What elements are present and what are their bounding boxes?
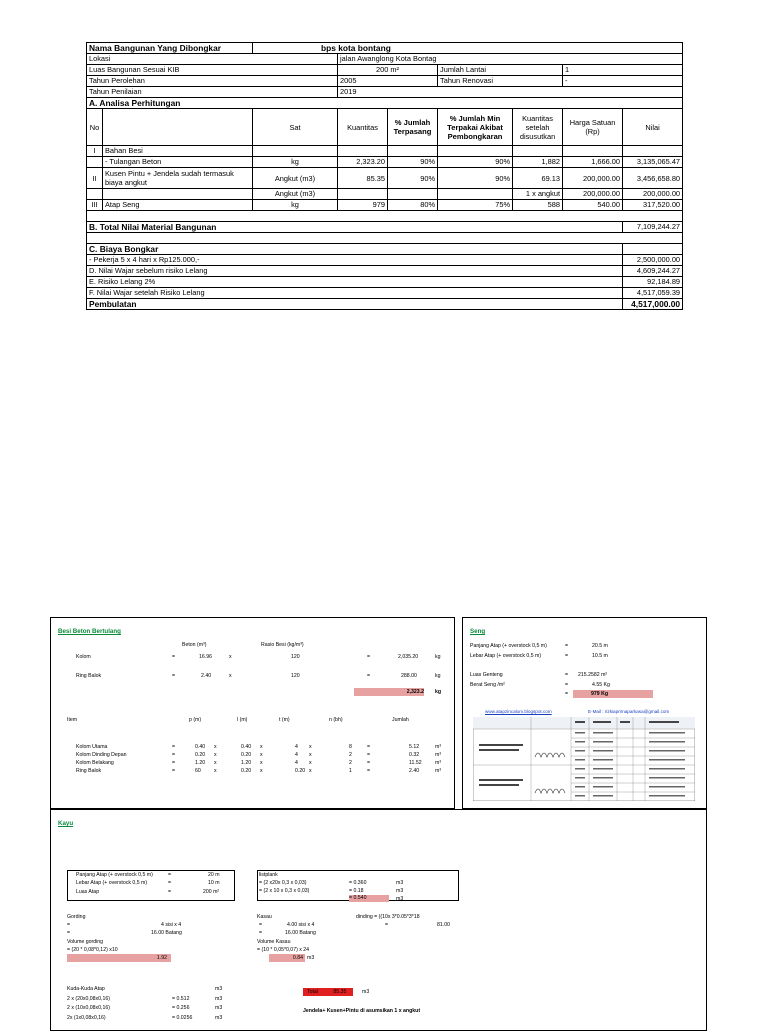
col-kuantitas: Kuantitas: [338, 109, 388, 146]
section-c-title: C. Biaya Bongkar: [87, 244, 623, 255]
besi-item-x: x: [309, 760, 312, 766]
cell-min: 90%: [438, 168, 513, 189]
kayu-lebar: Lebar Atap (+ overstock 0,5 m): [76, 880, 148, 886]
col-pct-min: % Jumlah Min Terpakai Akibat Pembongkaran: [438, 109, 513, 146]
besi-item-eq: =: [172, 744, 176, 750]
pekerja-value: 2,500,000.00: [623, 255, 683, 266]
cell-sat: [253, 146, 338, 157]
besi-item-j: 2.40: [409, 768, 420, 774]
nama-label: Nama Bangunan Yang Dibongkar: [87, 43, 253, 54]
eq: =: [168, 889, 172, 895]
gording-batang: 16.00 Batang: [151, 930, 182, 936]
t-header: t (m): [279, 717, 290, 723]
cell-kuantitas: 979: [338, 200, 388, 211]
besi-item-eq: =: [367, 760, 371, 766]
luas-value: 200 m²: [338, 65, 438, 76]
besi-item-u: m³: [435, 760, 442, 766]
besi-item-n: 2: [349, 760, 352, 766]
eq: =: [565, 682, 569, 688]
besi-item-x: x: [260, 768, 263, 774]
besi-item-eq: =: [367, 744, 371, 750]
pembulatan-value: 4,517,000.00: [623, 299, 683, 310]
eq: =: [67, 922, 71, 928]
kuda-2: 2 x (10x0,08x0,16): [67, 1005, 110, 1011]
x: x: [229, 673, 232, 679]
cell-harga: [563, 146, 623, 157]
kuda-2-value: = 0.256: [172, 1005, 190, 1011]
f-label: F. Nilai Wajar setelah Risiko Lelang: [87, 288, 623, 299]
besi-item-p: 0.20: [195, 752, 206, 758]
cell-sat: kg: [253, 200, 338, 211]
dinding-formula: dinding = ((10x 3*0.05*3*18: [356, 914, 420, 920]
besi-item-x: x: [214, 744, 217, 750]
seng-panjang: Panjang Atap (+ overstock 0,5 m): [470, 643, 547, 649]
ring-total: 288.00: [401, 673, 417, 679]
m3: m3: [307, 955, 315, 961]
besi-item-p: 60: [195, 768, 201, 774]
besi-item-l: 1.20: [241, 760, 252, 766]
besi-item-x: x: [260, 752, 263, 758]
besi-item-n: 8: [349, 744, 352, 750]
kuda-1-value: = 0.512: [172, 996, 190, 1002]
d-value: 4,609,244.27: [623, 266, 683, 277]
vol-gording-value: 1.92: [67, 954, 171, 962]
gording-label: Gording: [67, 914, 86, 920]
kuda-label: Kuda-Kuda Atap: [67, 986, 105, 992]
x: x: [229, 654, 232, 660]
besi-item-x: x: [214, 760, 217, 766]
cell-sat: Angkut (m3): [253, 189, 338, 200]
beton-header: Beton (m³): [182, 642, 207, 648]
besi-item-p: 1.20: [195, 760, 206, 766]
seng-berat-value: 4.55 Kg: [592, 682, 610, 688]
cell-nilai: 200,000.00: [623, 189, 683, 200]
kuda-3-value: = 0.0256: [172, 1015, 193, 1021]
eq: =: [367, 654, 371, 660]
eq: =: [259, 930, 263, 936]
kayu-luas-value: 200 m²: [203, 889, 220, 895]
cell-sat: kg: [253, 157, 338, 168]
kayu-lebar-value: 10 m: [208, 880, 220, 886]
lp1-value: = 0.360: [349, 880, 367, 886]
cell-harga: 200,000.00: [563, 168, 623, 189]
vol-gording-label: Volume gording: [67, 939, 104, 945]
cell-no: II: [87, 168, 103, 189]
gording-sisi: 4 sisi x 4: [161, 922, 182, 928]
kayu-luas: Luas Atap: [76, 889, 100, 895]
kolom-label: Kolom: [76, 654, 91, 660]
seng-lebar: Lebar Atap (+ overstock 0,5 m): [470, 653, 542, 659]
cell-harga: 540.00: [563, 200, 623, 211]
eq: =: [168, 880, 172, 886]
besi-item-j: 0.32: [409, 752, 420, 758]
n-header: n (bh): [329, 717, 343, 723]
kayu-panel: [50, 809, 707, 1031]
cell-pct: 80%: [388, 200, 438, 211]
kayu-total-box: [303, 988, 353, 996]
summary-table: [86, 42, 683, 310]
cell-ks: 1,882: [513, 157, 563, 168]
kayu-panjang: Panjang Atap (+ overstock 0,5 m): [76, 872, 153, 878]
p-header: p (m): [189, 717, 202, 723]
eq: =: [565, 643, 569, 649]
besi-item-x: x: [214, 752, 217, 758]
renovasi-value: -: [563, 76, 683, 87]
besi-item-p: 0.40: [195, 744, 206, 750]
besi-item-j: 11.52: [409, 760, 422, 766]
besi-panel: [50, 617, 455, 809]
jumlah-lantai-label: Jumlah Lantai: [438, 65, 563, 76]
cell-ks: [513, 146, 563, 157]
cell-kuantitas: 85.35: [338, 168, 388, 189]
lokasi-label: Lokasi: [87, 54, 338, 65]
kayu-note: Jendela+ Kusen+Pintu di asumsikan 1 x angkut: [303, 1008, 421, 1014]
cell-harga: 1,666.00: [563, 157, 623, 168]
col-sat: Sat: [253, 109, 338, 146]
eq: =: [367, 673, 371, 679]
f-value: 4,517,059.39: [623, 288, 683, 299]
rasio-header: Rasio Besi (kg/m³): [261, 642, 304, 648]
cell-item: [103, 189, 253, 200]
d-label: D. Nilai Wajar sebelum risiko Lelang: [87, 266, 623, 277]
kasau-label: Kasau: [257, 914, 272, 920]
besi-item-x: x: [309, 744, 312, 750]
cell-no: III: [87, 200, 103, 211]
besi-item-x: x: [260, 760, 263, 766]
cell-kuantitas: 2,323.20: [338, 157, 388, 168]
besi-item-t: 0.20: [295, 768, 306, 774]
e-label: E. Risiko Lelang 2%: [87, 277, 623, 288]
cell-ks: 588: [513, 200, 563, 211]
cell-kuantitas: [338, 189, 388, 200]
col-kuantitas-susut: Kuantitas setelah disusutkan: [513, 109, 563, 146]
m3: m3: [362, 989, 370, 995]
lp2-value: = 0.18: [349, 888, 364, 894]
vol-gording-formula: = (20 * 0,08*0,12) x10: [67, 947, 118, 953]
kasau-sisi: 4.00 sisi x 4: [287, 922, 315, 928]
cell-min: 75%: [438, 200, 513, 211]
cell-kuantitas: [338, 146, 388, 157]
pekerja-label: - Pekerja 5 x 4 hari x Rp125.000,-: [87, 255, 623, 266]
eq: =: [385, 922, 389, 928]
seng-title: Seng: [470, 628, 486, 635]
kayu-total-value: 85.35: [333, 989, 347, 995]
eq: =: [168, 872, 172, 878]
nama-value: bps kota bontang: [253, 43, 683, 54]
penilaian-value: 2019: [338, 87, 683, 98]
ring-beton: 2.40: [201, 673, 212, 679]
analysis-rows: [87, 146, 683, 211]
ring-rasio: 120: [291, 673, 300, 679]
besi-item-j: 5.12: [409, 744, 420, 750]
eq: =: [172, 654, 176, 660]
cell-item: Atap Seng: [103, 200, 253, 211]
seng-luas: Luas Genteng: [470, 672, 503, 678]
besi-item-x: x: [309, 752, 312, 758]
unit-kg: kg: [435, 654, 441, 660]
besi-item-l: 0.20: [241, 768, 252, 774]
besi-item-t: 4: [295, 752, 298, 758]
ring-label: Ring Balok: [76, 673, 102, 679]
col-harga: Harga Satuan (Rp): [563, 109, 623, 146]
kolom-rasio: 120: [291, 654, 300, 660]
eq: =: [259, 922, 263, 928]
cell-item: Bahan Besi: [103, 146, 253, 157]
lp2: = (2 x 10 x 0,3 x 0,03): [259, 888, 310, 894]
luas-label: Luas Bangunan Sesuai KIB: [87, 65, 338, 76]
vol-kasau-formula: = (10 * 0,05*0,07) x 24: [257, 947, 310, 953]
seng-panel: [462, 617, 707, 809]
cell-pct: [388, 146, 438, 157]
besi-item-u: m³: [435, 752, 442, 758]
section-b-title: B. Total Nilai Material Bangunan: [87, 222, 623, 233]
unit-kg: kg: [435, 689, 442, 695]
col-pct-terpasang: % Jumlah Terpasang: [388, 109, 438, 146]
seng-email: E-Mail : rizkiaprirnaparkasa@gmail.com: [588, 709, 670, 714]
vol-kasau-value: 0.84: [269, 954, 305, 962]
seng-catalogue-image: [473, 717, 695, 801]
cell-nilai: 3,456,658.80: [623, 168, 683, 189]
besi-item-eq: =: [367, 768, 371, 774]
m3: m3: [215, 986, 223, 992]
analysis-row: [87, 157, 683, 168]
besi-item-l: 0.40: [241, 744, 252, 750]
m3: m3: [396, 888, 404, 894]
cell-nilai: 3,135,065.47: [623, 157, 683, 168]
col-no: No: [87, 109, 103, 146]
eq: =: [565, 691, 569, 697]
lp3-value: = 0.540: [349, 895, 389, 902]
besi-item-l: 0.20: [241, 752, 252, 758]
cell-no: [87, 189, 103, 200]
besi-item-eq: =: [172, 768, 176, 774]
kuda-3: 2x (1x0,08x0,16): [67, 1015, 106, 1021]
besi-item-eq: =: [172, 760, 176, 766]
eq: =: [565, 653, 569, 659]
besi-item-u: m³: [435, 744, 442, 750]
m3: m3: [215, 996, 223, 1002]
perolehan-value: 2005: [338, 76, 438, 87]
besi-item-x: x: [260, 744, 263, 750]
kolom-total: 2,035.20: [398, 654, 419, 660]
renovasi-label: Tahun Renovasi: [438, 76, 563, 87]
cell-sat: Angkut (m3): [253, 168, 338, 189]
m3: m3: [396, 896, 404, 902]
analysis-row: [87, 200, 683, 211]
m3: m3: [215, 1015, 223, 1021]
besi-item-eq: =: [172, 752, 176, 758]
besi-item-n: 2: [349, 752, 352, 758]
kayu-panjang-value: 20 m: [208, 872, 220, 878]
penilaian-label: Tahun Penilaian: [87, 87, 338, 98]
cell-item: - Tulangan Beton: [103, 157, 253, 168]
kuda-1: 2 x (20x0,08x0,16): [67, 996, 110, 1002]
unit-kg: kg: [435, 673, 441, 679]
eq: =: [67, 930, 71, 936]
besi-item-u: m³: [435, 768, 442, 774]
section-a-title: A. Analisa Perhitungan: [87, 98, 683, 109]
cell-min: [438, 189, 513, 200]
seng-web[interactable]: www.atapzincalum.blogspot.com: [485, 709, 552, 714]
cell-pct: [388, 189, 438, 200]
cell-min: [438, 146, 513, 157]
cell-pct: 90%: [388, 157, 438, 168]
besi-sum: 2,323.2: [354, 688, 424, 696]
besi-item-t: 4: [295, 744, 298, 750]
besi-title: Besi Beton Bertulang: [58, 628, 121, 635]
kasau-batang: 16.00 Batang: [285, 930, 316, 936]
eq: =: [565, 672, 569, 678]
besi-item-n: 1: [349, 768, 352, 774]
seng-luas-value: 215.2582 m²: [578, 672, 608, 678]
seng-berat: Berat Seng /m²: [470, 682, 505, 688]
analysis-row: [87, 189, 683, 200]
cell-ks: 1 x angkut: [513, 189, 563, 200]
vol-kasau-label: Volume Kasau: [257, 939, 291, 945]
cell-item: Kusen Pintu + Jendela sudah termasuk biaya angkut: [103, 168, 253, 189]
besi-item-name: Kolom Belakang: [76, 760, 114, 766]
cell-nilai: 317,520.00: [623, 200, 683, 211]
besi-item-name: Kolom Utama: [76, 744, 108, 750]
besi-item-name: Ring Balok: [76, 768, 102, 774]
seng-panjang-value: 20.5 m: [592, 643, 608, 649]
jumlah-header: Jumlah: [392, 717, 409, 723]
kayu-title: Kayu: [58, 820, 74, 827]
m3: m3: [215, 1005, 223, 1011]
cell-no: [87, 157, 103, 168]
besi-item-t: 4: [295, 760, 298, 766]
m3: m3: [396, 880, 404, 886]
cell-pct: 90%: [388, 168, 438, 189]
cell-no: I: [87, 146, 103, 157]
col-nilai: Nilai: [623, 109, 683, 146]
lokasi-value: jalan Awanglong Kota Bontag: [338, 54, 683, 65]
cell-ks: 69.13: [513, 168, 563, 189]
besi-item-x: x: [309, 768, 312, 774]
cell-nilai: [623, 146, 683, 157]
item-header: Item: [67, 717, 78, 723]
analysis-row: [87, 146, 683, 157]
jumlah-lantai-value: 1: [563, 65, 683, 76]
lp1: = (2 x20x 0,3 x 0,03): [259, 880, 307, 886]
analysis-row: [87, 168, 683, 189]
seng-lebar-value: 10.5 m: [592, 653, 608, 659]
perolehan-label: Tahun Perolehan: [87, 76, 338, 87]
cell-harga: 200,000.00: [563, 189, 623, 200]
l-header: l (m): [237, 717, 248, 723]
dinding-value: 81.00: [437, 922, 450, 928]
listplank-label: listplank: [259, 872, 278, 878]
kolom-beton: 16.96: [199, 654, 212, 660]
besi-item-x: x: [214, 768, 217, 774]
e-value: 92,184.89: [623, 277, 683, 288]
seng-total: 979 Kg: [573, 690, 653, 698]
section-b-value: 7,109,244.27: [623, 222, 683, 233]
besi-item-eq: =: [367, 752, 371, 758]
kayu-total-label: Total: [307, 989, 318, 995]
eq: =: [172, 673, 176, 679]
besi-item-name: Kolom Dinding Depan: [76, 752, 127, 758]
cell-min: 90%: [438, 157, 513, 168]
pembulatan-label: Pembulatan: [87, 299, 623, 310]
